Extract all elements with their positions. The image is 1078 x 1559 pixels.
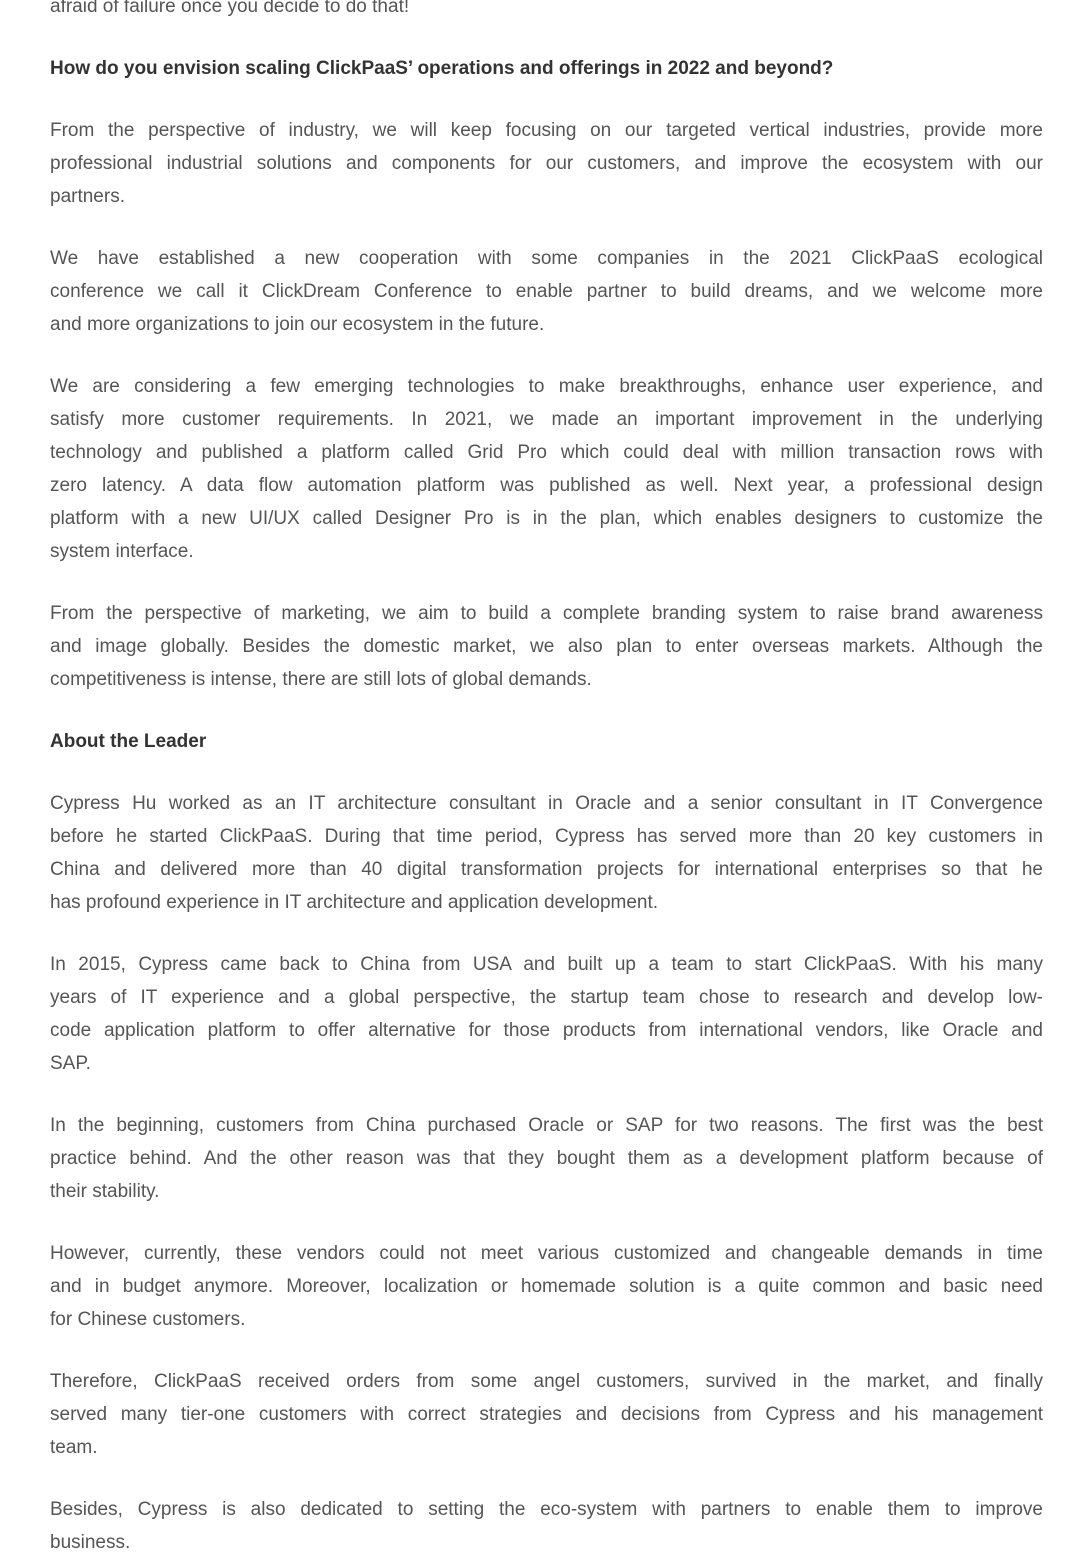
paragraph-cypress-background	[50, 787, 1043, 919]
heading-text-line: How do you envision scaling ClickPaaS’ operations and offerings in 2022 and beyond?	[50, 58, 834, 79]
paragraph-text-line: From the perspective of marketing, we aim to build a complete branding system to raise brand awareness	[50, 603, 1043, 624]
paragraph-clickdream-conference	[50, 242, 1043, 341]
paragraph-text-line: team.	[50, 1437, 98, 1458]
paragraph-text-line: and in budget anymore. Moreover, localization or homemade solution is a quite common and basic need	[50, 1276, 1043, 1297]
paragraph-risk-clipped	[50, 0, 1043, 23]
paragraph-text-line: conference we call it ClickDream Conference to enable partner to build dreams, and we welcome more	[50, 281, 1043, 302]
paragraph-text-line: In 2015, Cypress came back to China from USA and built up a team to start ClickPaaS. With his many	[50, 954, 1043, 975]
paragraph-text-line: system interface.	[50, 541, 194, 562]
paragraph-vendor-limitations	[50, 1237, 1043, 1336]
paragraph-text-line: Therefore, ClickPaaS received orders from some angel customers, survived in the market, and finally	[50, 1371, 1043, 1392]
paragraph-text-line: Cypress Hu worked as an IT architecture consultant in Oracle and a senior consultant in IT Convergence	[50, 793, 1043, 814]
paragraph-ecosystem-partners	[50, 1493, 1043, 1559]
paragraph-text-line: practice behind. And the other reason was that they bought them as a development platform because of	[50, 1148, 1043, 1169]
paragraph-text-line: and image globally. Besides the domestic market, we also plan to enter overseas markets. Although the	[50, 636, 1043, 657]
paragraph-text-line: served many tier-one customers with correct strategies and decisions from Cypress and his management	[50, 1404, 1043, 1425]
paragraph-text-line: has profound experience in IT architecture and application development.	[50, 892, 659, 913]
paragraph-text-line: and more organizations to join our ecosystem in the future.	[50, 314, 545, 335]
paragraph-text-line: partners.	[50, 186, 125, 207]
paragraph-text-line: years of IT experience and a global perspective, the startup team chose to research and develop low-	[50, 987, 1043, 1008]
paragraph-text-line: professional industrial solutions and components for our customers, and improve the ecosystem with our	[50, 153, 1043, 174]
paragraph-marketing-perspective	[50, 597, 1043, 696]
paragraph-text-line: However, currently, these vendors could not meet various customized and changeable demands in time	[50, 1243, 1043, 1264]
paragraph-text-line: satisfy more customer requirements. In 2021, we made an important improvement in the underlying	[50, 409, 1043, 430]
paragraph-text-line: afraid of failure once you decide to do that!	[50, 0, 410, 17]
paragraph-text-line: platform with a new UI/UX called Designer Pro is in the plan, which enables designers to customize the	[50, 508, 1043, 529]
paragraph-text-line: technology and published a platform called Grid Pro which could deal with million transaction rows with	[50, 442, 1043, 463]
paragraph-text-line: competitiveness is intense, there are still lots of global demands.	[50, 669, 592, 690]
paragraph-text-line: their stability.	[50, 1181, 160, 1202]
paragraph-text-line: From the perspective of industry, we will keep focusing on our targeted vertical industries, provide more	[50, 120, 1043, 141]
paragraph-angel-customers	[50, 1365, 1043, 1464]
paragraph-emerging-technologies	[50, 370, 1043, 568]
heading-question-scaling-2022	[50, 52, 1043, 85]
paragraph-text-line: SAP.	[50, 1053, 91, 1074]
paragraph-oracle-sap-reasons	[50, 1109, 1043, 1208]
paragraph-text-line: We are considering a few emerging technologies to make breakthroughs, enhance user experience, and	[50, 376, 1043, 397]
heading-about-the-leader	[50, 725, 1043, 758]
paragraph-text-line: China and delivered more than 40 digital transformation projects for international enterprises so that he	[50, 859, 1043, 880]
paragraph-text-line: We have established a new cooperation with some companies in the 2021 ClickPaaS ecological	[50, 248, 1043, 269]
paragraph-text-line: In the beginning, customers from China purchased Oracle or SAP for two reasons. The first was the best	[50, 1115, 1043, 1136]
paragraph-2015-founding	[50, 948, 1043, 1080]
paragraph-industry-perspective	[50, 114, 1043, 213]
paragraph-text-line: Besides, Cypress is also dedicated to setting the eco-system with partners to enable them to improve	[50, 1499, 1043, 1520]
paragraph-text-line: before he started ClickPaaS. During that time period, Cypress has served more than 20 key customers in	[50, 826, 1043, 847]
paragraph-text-line: business.	[50, 1532, 131, 1553]
paragraph-text-line: zero latency. A data flow automation platform was published as well. Next year, a professional design	[50, 475, 1043, 496]
paragraph-text-line: for Chinese customers.	[50, 1309, 246, 1330]
paragraph-text-line: code application platform to offer alternative for those products from international vendors, like Oracle and	[50, 1020, 1043, 1041]
heading-text-line: About the Leader	[50, 731, 207, 752]
